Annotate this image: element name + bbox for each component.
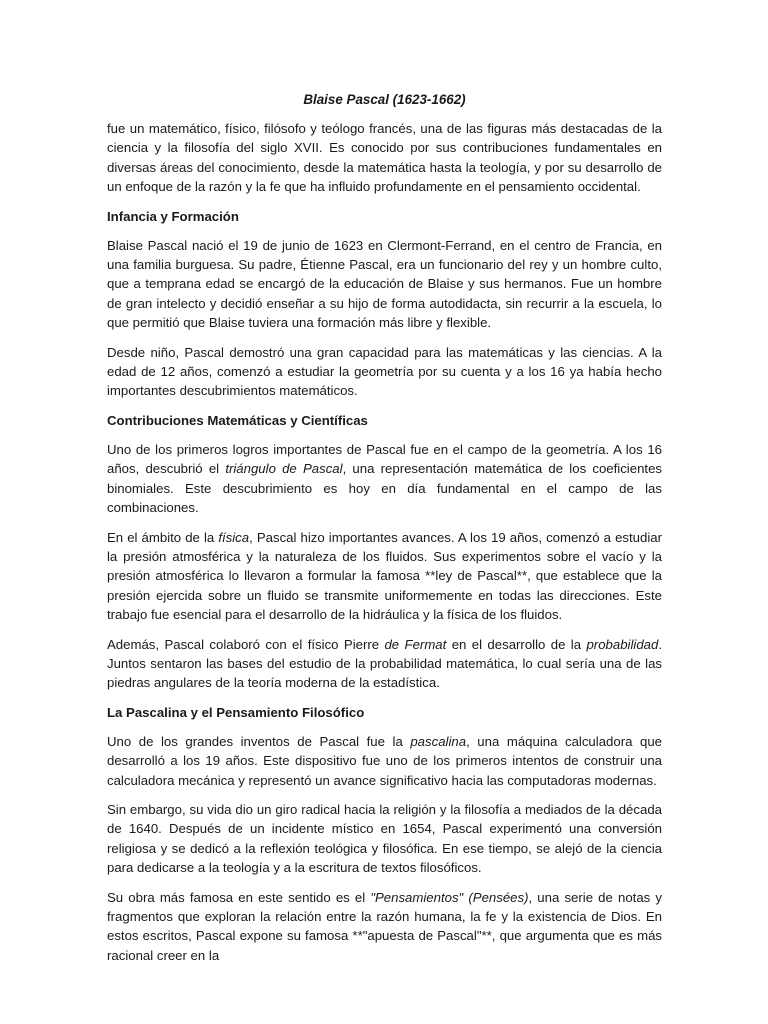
text-run: Además, Pascal colaboró con el físico Pierre <box>107 636 385 652</box>
italic-text: "Pensamientos" (Pensées) <box>370 889 529 905</box>
paragraph <box>107 528 662 625</box>
text-run: , una máquina calculadora que desarrolló a los 19 años. Este dispositivo fue uno de los primeros intentos de construir una calculadora mecánica y representó un avance significativo hacia las computadoras modernas. <box>107 733 662 788</box>
paragraph <box>107 888 662 966</box>
paragraph <box>107 635 662 693</box>
section-heading: Contribuciones Matemáticas y Científicas <box>107 412 368 428</box>
section-heading: La Pascalina y el Pensamiento Filosófico <box>107 704 365 720</box>
text-run: Uno de los primeros logros importantes de Pascal fue en el campo de la geometría. A los 16 años, descubrió el <box>107 441 662 477</box>
paragraph <box>107 119 662 197</box>
text-run: Blaise Pascal nació el 19 de junio de 1623 en Clermont-Ferrand, en el centro de Francia, en una familia burguesa. Su padre, Étienne Pascal, era un funcionario del rey y un hombre culto, que a temprana edad se encargó de la educación de Blaise y sus hermanos. Fue un hombre de gran intelecto y decidió enseñar a su hijo de forma autodidacta, sin recurrir a la escuela, lo que permitió que Blaise tuviera una formación más libre y flexible. <box>107 237 662 331</box>
text-run: . Juntos sentaron las bases del estudio de la probabilidad matemática, lo cual sería una de las piedras angulares de la teoría moderna de la estadística. <box>107 636 662 691</box>
italic-text: de Fermat <box>384 636 447 652</box>
text-run: , una serie de notas y fragmentos que exploran la relación entre la razón humana, la fe y la existencia de Dios. En estos escritos, Pascal expone su famosa **"apuesta de Pascal"**, que argumenta que es más racional creer en la <box>107 889 662 963</box>
italic-text: probabilidad <box>586 636 659 652</box>
paragraph <box>107 440 662 518</box>
document-body <box>107 207 662 966</box>
paragraph <box>107 343 662 401</box>
text-run: Uno de los grandes inventos de Pascal fue la <box>107 733 411 749</box>
italic-text: pascalina <box>410 733 467 749</box>
italic-text: triángulo de Pascal <box>225 461 343 477</box>
text-run: Su obra más famosa en este sentido es el <box>107 889 371 905</box>
document-title: Blaise Pascal (1623-1662) <box>303 92 466 107</box>
text-run: Sin embargo, su vida dio un giro radical hacia la religión y la filosofía a mediados de la década de 1640. Después de un incidente místico en 1654, Pascal experimentó una conversión religiosa y se dedicó a la reflexión teológica y filosófica. En ese tiempo, se alejó de la ciencia para dedicarse a la teología y a la escritura de textos filosóficos. <box>107 801 662 876</box>
text-run: , Pascal hizo importantes avances. A los 19 años, comenzó a estudiar la presión atmosférica y la naturaleza de los fluidos. Sus experimentos sobre el vacío y la presión atmosférica lo llevaron a formular la famosa **ley de Pascal**, que establece que la presión ejercida sobre un fluido se transmite uniformemente en todas las direcciones. Este trabajo fue esencial para el desarrollo de la hidráulica y la física de los fluidos. <box>107 529 663 623</box>
text-run: en el desarrollo de la <box>446 636 587 652</box>
text-run: , una representación matemática de los coeficientes binomiales. Este descubrimiento es hoy en día fundamental en el campo de las combinaciones. <box>107 461 662 516</box>
text-run: En el ámbito de la <box>107 529 219 545</box>
section-heading: Infancia y Formación <box>107 208 239 224</box>
intro-section <box>107 119 662 197</box>
paragraph <box>107 732 662 790</box>
text-run: Desde niño, Pascal demostró una gran capacidad para las matemáticas y las ciencias. A la edad de 12 años, comenzó a estudiar la geometría por su cuenta y a los 16 ya había hecho importantes descubrimientos matemáticos. <box>107 344 662 399</box>
italic-text: física <box>218 529 250 545</box>
paragraph <box>107 236 662 333</box>
text-run: fue un matemático, físico, filósofo y teólogo francés, una de las figuras más destacadas de la ciencia y la filosofía del siglo XVII. Es conocido por sus contribuciones fundamentales en diversas áreas del conocimiento, desde la matemática hasta la teología, y por su desarrollo de un enfoque de la razón y la fe que ha influido profundamente en el pensamiento occidental. <box>107 121 662 195</box>
paragraph <box>107 800 662 878</box>
